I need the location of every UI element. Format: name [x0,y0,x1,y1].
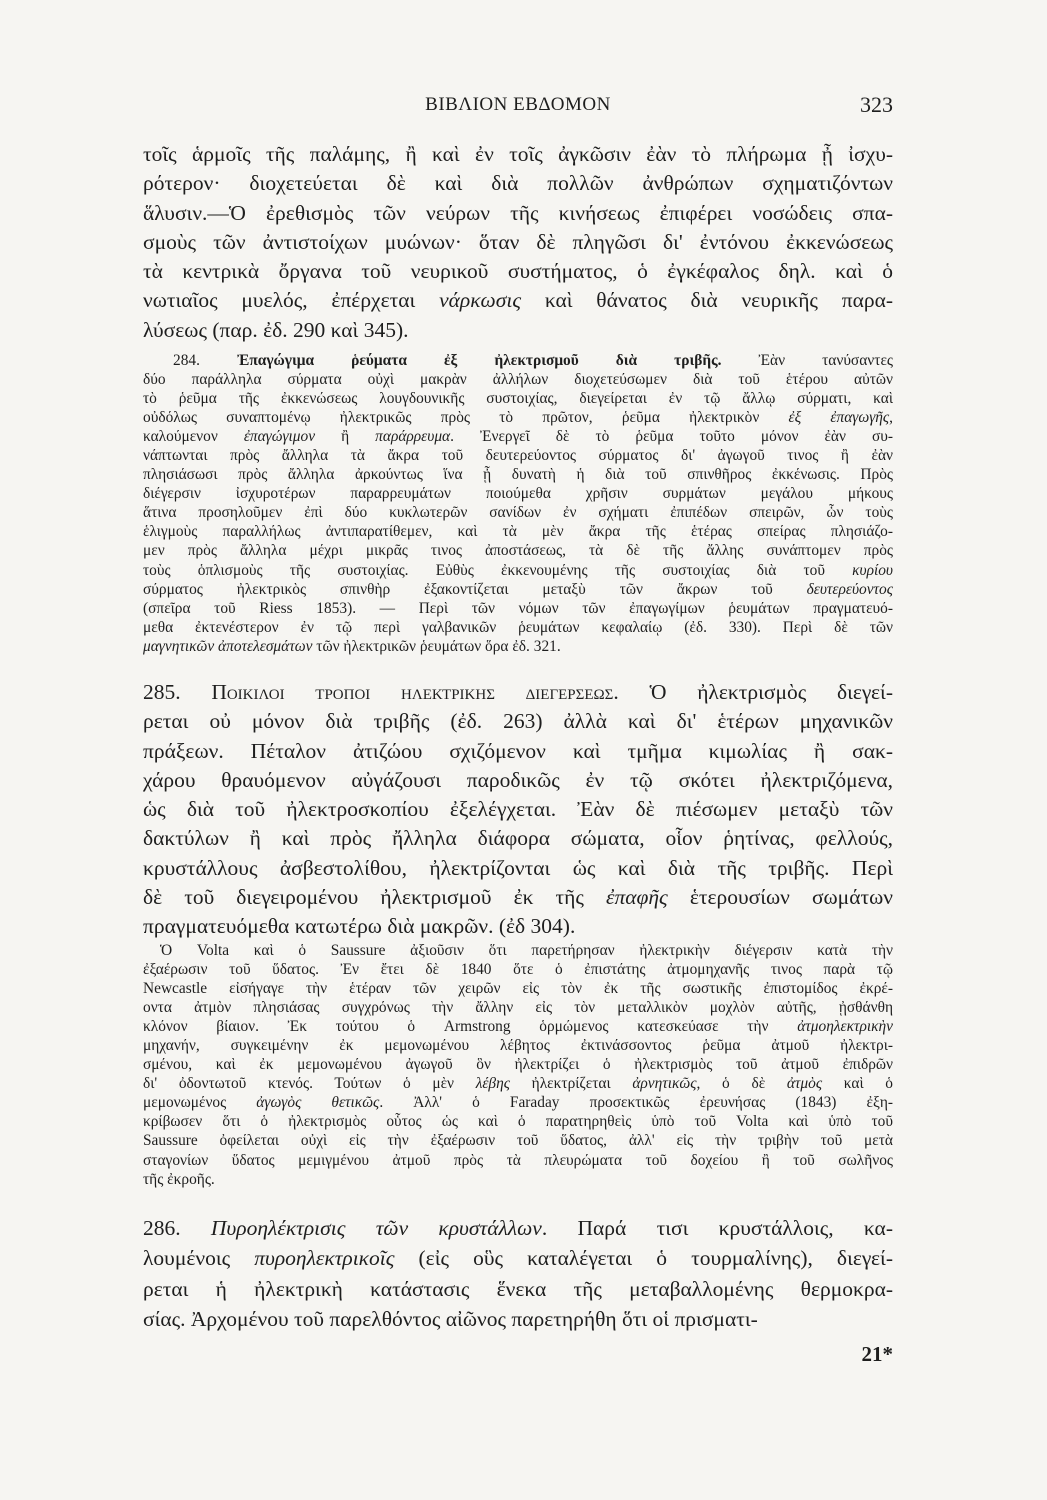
text-segment: μεμονωμένος [143,1094,257,1112]
italic-term: νάρκωσις [439,288,522,313]
text-line: σταγονίων ὕδατος μεμιγμένου ἀτμοῦ πρὸς τὰ πλευρώματα τοῦ δοχείου ἢ τοῦ σωλῆνος [143,1151,893,1169]
text-segment: 284. [173,352,237,369]
text-line: ἐξαέρωσιν τοῦ ὕδατος. Ἐν ἔτει δὲ 1840 ὅτε ὁ ἐπιστάτης ἀτμομηχανῆς τινος παρὰ τῷ [143,961,893,979]
text-line [143,1243,893,1273]
text-line [143,580,893,599]
text-line: τοῖς ἁρμοῖς τῆς παλάμης, ἢ καὶ ἐν τοῖς ἀγκῶσιν ἐὰν τὸ πλήρωμα ᾖ ἰσχυ- [143,142,893,166]
text-line [143,1093,893,1112]
page-number: 323 [860,92,893,117]
section-284-paragraph [143,351,893,656]
text-line [143,678,893,707]
text-line: ὡς διὰ τοῦ ἠλεκτροσκοπίου ἐξελέγχεται. Ἐὰν δὲ πιέσωμεν μεταξὺ τῶν [143,797,893,822]
text-line: πράξεων. Πέταλον ἀτιζώου σχιζόμενον καὶ τμῆμα κιμωλίας ἢ σακ- [143,738,893,763]
text-line [143,1074,893,1093]
volta-note-paragraph [143,941,893,1189]
text-segment: , ὁ δὲ [696,1075,787,1093]
text-segment: 286. [143,1216,211,1240]
text-line: κρυστάλλους ἀσβεστολίθου, ἠλεκτρίζονται ὡς καὶ διὰ τῆς τριβῆς. Περὶ [143,855,893,880]
text-line [143,1213,893,1243]
text-segment: τοὺς ὁπλισμοὺς τῆς συστοιχίας. Εὐθὺς ἐκκενουμένης τῆς συστοιχίας διὰ τοῦ [143,561,853,579]
text-line: σμοὺς τῶν ἀντιστοίχων μυώνων· ὅταν δὲ πληγῶσι δι' ἐντόνου ἐκκενώσεως [143,229,893,254]
italic-term: Πυροηλέκτρισις τῶν κρυστάλλων [210,1216,542,1240]
text-line: (σπεῖρα τοῦ Riess 1853). — Περὶ τῶν νόμων τῶν ἐπαγωγίμων ῥευμάτων πραγματευό- [143,599,893,617]
text-line [143,561,893,580]
text-line [143,427,893,446]
italic-term: πυροηλεκτρικοῖς [254,1246,395,1271]
running-title: ΒΙΒΛΙΟΝ ΕΒΔΟΜΟΝ [425,94,611,115]
text-line [143,286,893,315]
text-line: σμένου, καὶ ἐκ μεμονωμένου ἀγωγοῦ ὃν ἠλεκτρίζει ὁ ἠλεκτρισμὸς τοῦ ἀτμοῦ ἐπιδρῶν [143,1056,893,1074]
signature-mark: 21* [861,1342,893,1366]
text-segment: σύρματος ἠλεκτρικὸς σπινθὴρ ἐξακοντίζεται μεταξὺ τῶν ἄκρων τοῦ [143,580,807,598]
text-line: ἅλυσιν.—Ὁ ἐρεθισμὸς τῶν νεύρων τῆς κινήσεως ἐπιφέρει νοσώδεις σπα- [143,200,893,225]
text-segment: ἠλεκτρίζεται [509,1075,633,1093]
italic-term: ἀγωγὸς θετικῶς [256,1094,380,1112]
text-segment: Ἐὰν τανύσαντες [721,352,893,369]
text-line: οντα ἀτμὸν πλησιάσας συγχρόνως τὴν ἄλλην εἰς τὸν μεταλλικὸν μοχλὸν αὐτῆς, ᾐσθάνθη [143,999,893,1017]
text-segment: . Ἀλλ' ὁ Faraday προσεκτικῶς ἐρευνήσας (1843) ἐξη- [379,1094,893,1112]
text-line: διέγερσιν ἰσχυροτέρων παραρρευμάτων ποιούμεθα χρῆσιν συρμάτων μεγάλου μήκους [143,485,893,503]
text-segment: λουμένοις [143,1246,255,1271]
text-line: τὸ ῥεῦμα τῆς ἐκκενώσεως λουγδουνικῆς συστοιχίας, διεγείρεται ἐν τῷ ἄλλῳ σύρματι, καὶ [143,390,893,408]
text-segment: , [889,409,894,427]
text-line: νάπτωνται πρὸς ἄλληλα τὰ ἄκρα τοῦ δευτερεύοντος σύρματος δι' ἀγωγοῦ τινος ἢ ἐὰν [143,447,893,465]
text-segment: νωτιαῖος μυελός, ἐπέρχεται [143,288,440,313]
text-line: τῆς ἐκροῆς. [143,1170,215,1188]
text-line: κρίβωσεν ὅτι ὁ ἠλεκτρισμὸς οὗτος ὡς καὶ ὁ παρατηρηθεὶς ὑπὸ τοῦ Volta καὶ ὑπὸ τοῦ [143,1113,893,1131]
text-line: δακτύλων ἢ καὶ πρὸς ἤλληλα διάφορα σώματα, οἷον ῥητίνας, φελλούς, [143,826,893,851]
text-segment: ἑτερουσίων σωμάτων [667,885,893,910]
text-line [143,408,893,427]
text-segment: τῶν ἠλεκτρικῶν ῥευμάτων ὅρα ἐδ. 321. [312,637,561,655]
text-segment: οὐδόλως συναπτομένῳ ἠλεκτρικῶς πρὸς τὸ πρῶτον, ῥεῦμα ἠλεκτρικὸν [143,409,789,427]
text-line: μηχανήν, συγκειμένην ἐκ μεμονωμένου λέβητος ἐκτινάσσοντος ῥεῦμα ἀτμοῦ ἠλεκτρι- [143,1037,893,1055]
section-286-paragraph [143,1213,893,1334]
italic-term: παράρρευμα [375,428,451,446]
italic-term: ἐπαφῆς [605,885,668,910]
text-line: μεθα ἐκτενέστερον ἐν τῷ περὶ γαλβανικῶν ῥευμάτων κεφαλαίῳ (ἐδ. 330). Περὶ δὲ τῶν [143,618,893,636]
text-line: ρότερον· διοχετεύεται δὲ καὶ διὰ πολλῶν ἀνθρώπων σχηματιζόντων [143,171,893,196]
text-line: ἑλιγμοὺς παραλλήλως ἀντιπαρατίθεμεν, καὶ τὰ μὲν ἄκρα τῆς ἑτέρας σπείρας πλησιάζο- [143,523,893,541]
text-segment: δὲ τοῦ διεγειρομένου ἠλεκτρισμοῦ ἐκ τῆς [143,885,606,910]
italic-term: λέβης [475,1075,510,1093]
text-segment: κλόνον βίαιον. Ἐκ τούτου ὁ Armstrong ὁρμώμενος κατεσκεύασε τὴν [143,1018,798,1036]
text-line: Newcastle εἰσήγαγε τὴν ἑτέραν τῶν χειρῶν εἰς τὸν ἐκ τῆς σωστικῆς ἐπιστομίδος ἐκρέ- [143,980,893,998]
italic-term: μαγνητικῶν ἀποτελεσμάτων [143,637,313,655]
italic-term: δευτερεύοντος [806,580,893,598]
text-line: ρεται ἡ ἠλεκτρικὴ κατάστασις ἕνεκα τῆς μεταβαλλομένης θερμοκρα- [143,1276,893,1301]
italic-term: ἀρνητικῶς [632,1075,697,1093]
text-segment: ἢ [315,428,376,446]
italic-term: ἀτμοηλεκτρικὴν [797,1018,893,1036]
text-segment: . Παρά τισι κρυστάλλοις, κα- [541,1216,893,1240]
text-line: ἅτινα προσηλοῦμεν ἐπὶ δύο κυκλωτερῶν σανίδων ἐν σχήματι ἐπιπέδων σπειρῶν, ὧν τοὺς [143,504,893,522]
italic-term: ἐξ ἐπαγωγῆς [788,409,890,427]
text-line: μεν πρὸς ἄλληλα μέχρι μικρᾶς τινος ἀποστάσεως, τὰ δὲ τῆς ἄλλης συνάπτομεν πρὸς [143,542,893,560]
text-line [143,351,893,370]
text-segment: . Ἐνεργεῖ δὲ τὸ ῥεῦμα τοῦτο μόνον ἐὰν συ- [450,428,894,446]
text-segment: (εἰς οὓς καταλέγεται ὁ τουρμαλίνης), διεγεί- [394,1246,893,1271]
paragraph-continuation [143,140,893,345]
text-segment: καλούμενον [143,428,244,446]
text-line: Saussure ὀφείλεται οὐχὶ εἰς τὴν ἐξαέρωσιν τοῦ ὕδατος, ἀλλ' εἰς τὴν τριβὴν τοῦ μετὰ [143,1132,893,1150]
text-line: λύσεως (παρ. ἐδ. 290 καὶ 345). [143,317,409,342]
text-segment: Ὁ ἠλεκτρισμὸς διεγεί- [618,680,894,704]
text-line [143,1017,893,1036]
text-line: ρεται οὐ μόνον διὰ τριβῆς (ἐδ. 263) ἀλλὰ καὶ δι' ἑτέρων μηχανικῶν [143,709,893,734]
section-heading: Ποικιλοι τροποι ηλεκτρικης διεγερσεως. [211,680,619,704]
text-line: Ὁ Volta καὶ ὁ Saussure ἀξιοῦσιν ὅτι παρετήρησαν ἠλεκτρικὴν διέγερσιν κατὰ τὴν [160,942,893,959]
text-segment: καὶ θάνατος διὰ νευρικῆς παρα- [521,288,893,313]
text-line: πραγματευόμεθα κατωτέρω διὰ μακρῶν. (ἐδ 304). [143,914,576,939]
text-line: χάρου θραυόμενον αὐγάζουσι παροδικῶς ἐν τῷ σκότει ἠλεκτριζόμενα, [143,767,893,792]
text-line [143,883,893,912]
section-heading: Ἐπαγώγιμα ῥεύματα ἐξ ἠλεκτρισμοῦ διὰ τριβῆς. [236,352,722,369]
text-segment: δι' ὀδοντωτοῦ κτενός. Τούτων ὁ μὲν [143,1075,476,1093]
text-line: τὰ κεντρικὰ ὄργανα τοῦ νευρικοῦ συστήματος, ὁ ἐγκέφαλος δηλ. καὶ ὁ [143,259,893,284]
text-segment: 285. [143,680,212,704]
text-line: σίας. Ἀρχομένου τοῦ παρελθόντος αἰῶνος παρετηρήθη ὅτι οἱ πρισματι- [143,1306,758,1331]
italic-term: κυρίου [852,561,893,579]
italic-term: ἐπαγώγιμον [243,428,316,446]
text-line [143,637,893,656]
text-segment: καὶ ὁ [822,1075,893,1093]
text-line: πλησιάσωσι πρὸς ἄλληλα ἀρκούντως ἵνα ᾖ δυνατὴ ἡ διὰ τοῦ σπινθῆρος ἐκκένωσις. Πρὸς [143,466,893,484]
section-285-paragraph [143,678,893,942]
italic-term: ἀτμὸς [786,1075,823,1093]
text-line: δύο παράλληλα σύρματα οὐχὶ μακρὰν ἀλλήλων διοχετεύσωμεν διὰ τοῦ ἑτέρου αὐτῶν [143,371,893,389]
running-header [143,94,893,122]
